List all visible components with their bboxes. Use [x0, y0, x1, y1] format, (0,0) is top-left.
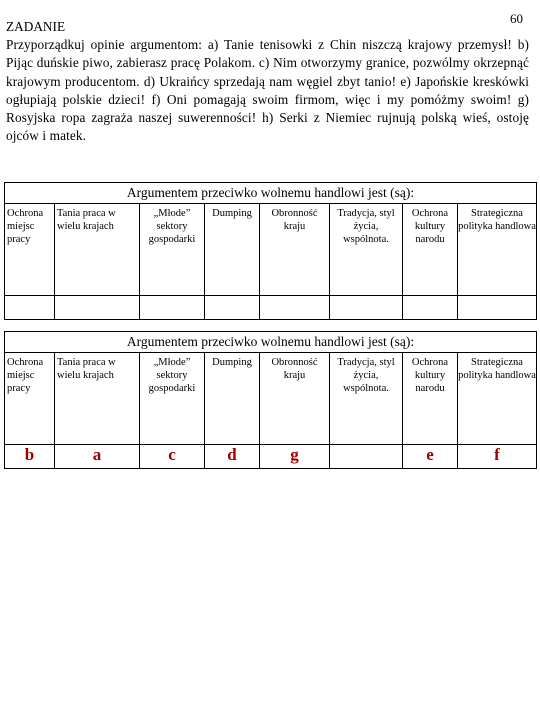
header-cell-job-protection: Ochrona miejsc pracy — [5, 353, 55, 445]
answer-cell[interactable]: c — [140, 445, 205, 468]
header-cell-infant-industries: „Młode” sektory gospodarki — [140, 353, 205, 445]
header-cell-tradition: Tradycja, styl życia, wspólnota. — [330, 204, 403, 296]
header-cell-cheap-labor: Tania praca w wielu krajach — [55, 353, 140, 445]
header-cell-infant-industries: „Młode” sektory gospodarki — [140, 204, 205, 296]
answer-cell[interactable] — [330, 296, 403, 319]
header-cell-dumping: Dumping — [205, 204, 260, 296]
answer-cell[interactable] — [330, 445, 403, 468]
header-cell-tradition: Tradycja, styl życia, wspólnota. — [330, 353, 403, 445]
header-cell-defense: Obronność kraju — [260, 353, 330, 445]
answer-row — [5, 445, 536, 468]
answer-cell[interactable] — [55, 296, 140, 319]
header-cell-culture: Ochrona kultury narodu — [403, 353, 458, 445]
table-filled — [4, 331, 537, 469]
header-row — [5, 353, 536, 445]
header-cell-cheap-labor: Tania praca w wielu krajach — [55, 204, 140, 296]
table-title: Argumentem przeciwko wolnemu handlowi jest (są): — [5, 332, 536, 353]
answer-row — [5, 296, 536, 319]
header-row — [5, 204, 536, 296]
header-cell-job-protection: Ochrona miejsc pracy — [5, 204, 55, 296]
task-text — [6, 18, 529, 145]
answer-cell[interactable] — [458, 296, 536, 319]
table-title: Argumentem przeciwko wolnemu handlowi jest (są): — [5, 183, 536, 204]
answer-cell[interactable] — [260, 296, 330, 319]
answer-cell[interactable] — [140, 296, 205, 319]
answer-cell[interactable]: e — [403, 445, 458, 468]
table-empty — [4, 182, 537, 320]
answer-cell[interactable]: g — [260, 445, 330, 468]
answer-cell[interactable] — [5, 296, 55, 319]
task-heading: ZADANIE — [6, 19, 66, 34]
answer-cell[interactable] — [205, 296, 260, 319]
answer-cell[interactable]: f — [494, 445, 500, 464]
header-cell-dumping: Dumping — [205, 353, 260, 445]
header-cell-strategic-policy: Strategiczna polityka handlowa — [458, 204, 536, 296]
header-cell-culture: Ochrona kultury narodu — [403, 204, 458, 296]
page-number: 60 — [510, 11, 523, 26]
header-cell-defense: Obronność kraju — [260, 204, 330, 296]
answer-cell[interactable] — [403, 296, 458, 319]
answer-cell[interactable]: d — [205, 445, 260, 468]
task-body: Przyporządkuj opinie argumentom: a) Tanie tenisowki z Chin niszczą krajowy przemysł! b) Pijąc duńskie piwo, zabierasz pracę Polakom. c) Nim otworzymy granice, pozwólmy okrzepnąć krajowym producentom. d) Ukraińcy sprzedają nam węgiel zbyt tanio! e) Japońskie kreskówki ogłupiają polskie dzieci! f) Oni pomagają swoim firmom, więc i my pomóżmy swoim! g) Rosyjska ropa zagraża naszej suwerenności! h) Serki z Niemiec rujnują polską wieś, ostoję ojców i matek. — [6, 37, 529, 144]
header-cell-strategic-policy: Strategiczna polityka handlowa — [458, 353, 536, 445]
answer-cell[interactable]: b — [5, 445, 55, 468]
answer-cell[interactable]: a — [55, 445, 140, 468]
